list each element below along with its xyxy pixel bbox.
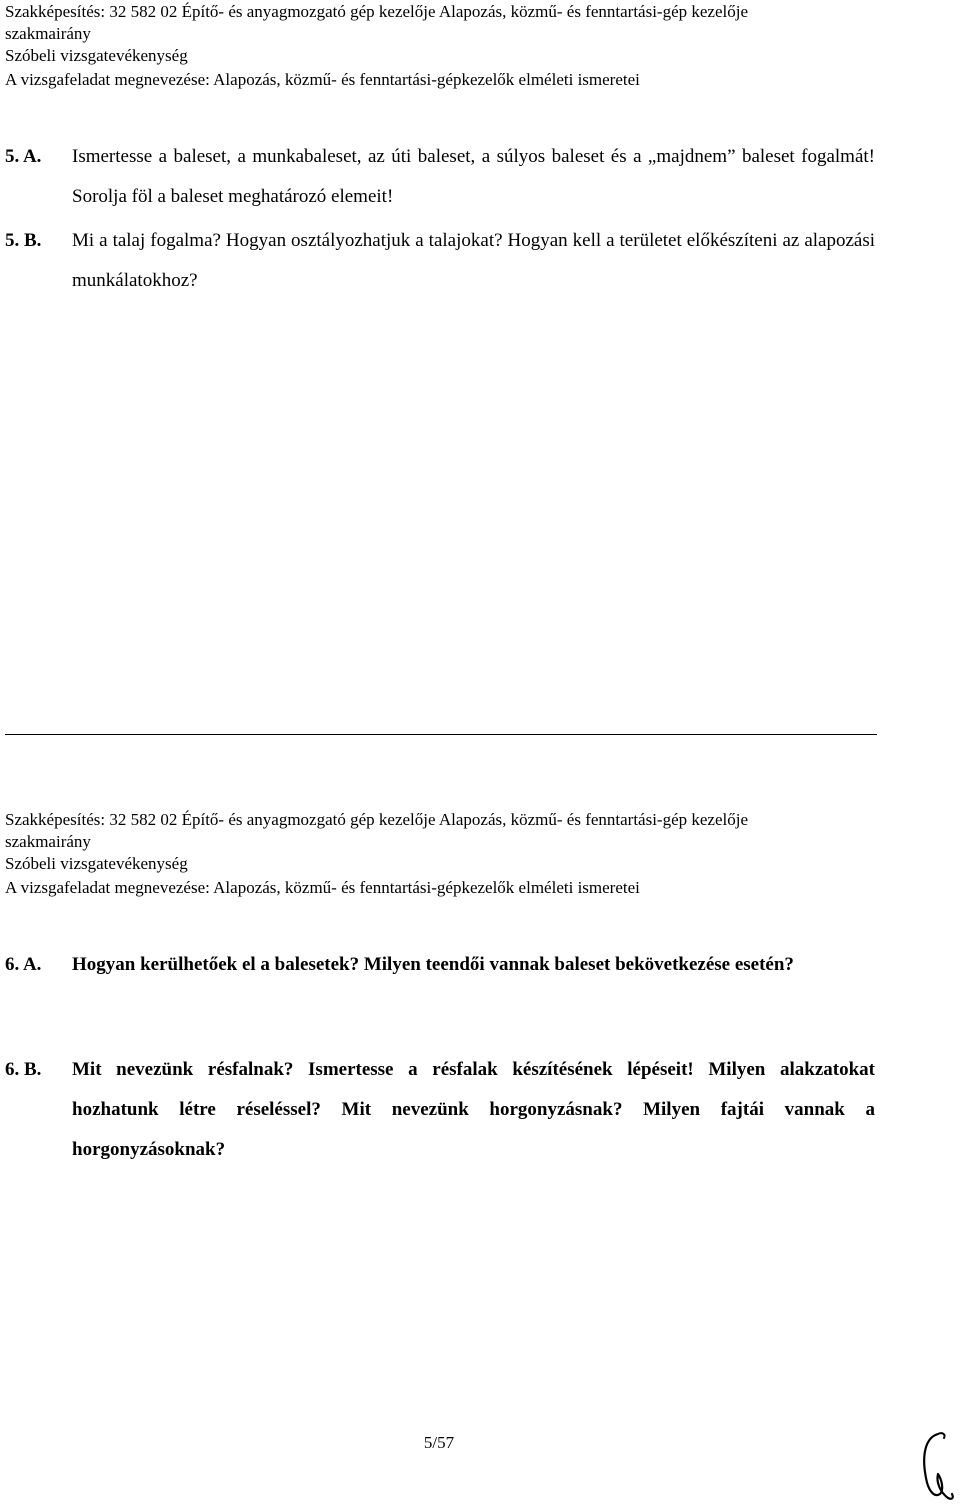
- question-6b: [5, 1050, 875, 1170]
- question-label: 5. A.: [5, 146, 42, 167]
- header-exam-type-line: Szóbeli vizsgatevékenység: [5, 854, 188, 873]
- header-task-name-line: A vizsgafeladat megnevezése: Alapozás, közmű- és fenntartási-gépkezelők elméleti ismeretei: [5, 878, 640, 897]
- header-specialization-line: szakmairány: [5, 24, 91, 43]
- header-exam-type-line: Szóbeli vizsgatevékenység: [5, 46, 188, 65]
- header-specialization-line: szakmairány: [5, 832, 91, 851]
- page-number: 5/57: [423, 1433, 455, 1452]
- signature-mark: [918, 1428, 958, 1504]
- question-label: 6. A.: [5, 954, 42, 975]
- question-label: 6. B.: [5, 1059, 42, 1080]
- question-label: 5. B.: [5, 230, 42, 251]
- question-text: Mi a talaj fogalma? Hogyan osztályozhatjuk a talajokat? Hogyan kell a területet előkészíteni az alapozási munkálatokhoz?: [72, 230, 875, 291]
- question-text: Hogyan kerülhetőek el a balesetek? Milyen teendői vannak baleset bekövetkezése esetén?: [72, 954, 794, 975]
- header-qualification-line: Szakképesítés: 32 582 02 Építő- és anyagmozgató gép kezelője Alapozás, közmű- és fenntartási-gép kezelője: [5, 810, 749, 829]
- question-5a: [5, 137, 875, 217]
- question-text: Mit nevezünk résfalnak? Ismertesse a résfalak készítésének lépéseit! Milyen alakzatokat hozhatunk létre réseléssel? Mit nevezünk horgonyzásnak? Milyen fajtái vannak a horgonyzásoknak?: [72, 1059, 875, 1160]
- question-6a: [5, 945, 875, 985]
- section-divider: [5, 734, 877, 735]
- header-qualification-line: Szakképesítés: 32 582 02 Építő- és anyagmozgató gép kezelője Alapozás, közmű- és fenntartási-gép kezelője: [5, 2, 749, 21]
- header-task-name-line: A vizsgafeladat megnevezése: Alapozás, közmű- és fenntartási-gépkezelők elméleti ismeretei: [5, 70, 640, 89]
- question-5b: [5, 221, 875, 301]
- question-text: Ismertesse a baleset, a munkabaleset, az úti baleset, a súlyos baleset és a „majdnem” baleset fogalmát! Sorolja föl a baleset meghatározó elemeit!: [72, 146, 875, 207]
